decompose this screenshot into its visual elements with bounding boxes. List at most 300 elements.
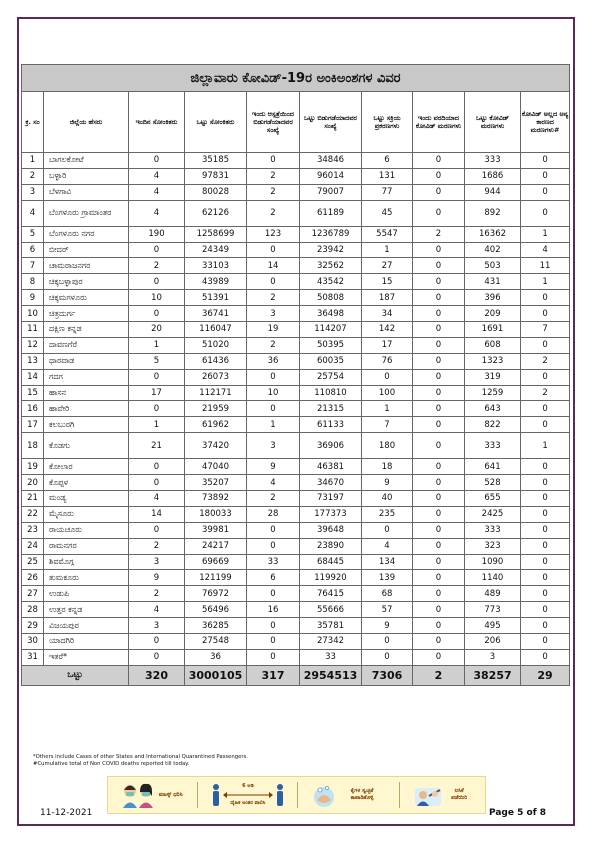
total-cases: 35185	[185, 153, 247, 169]
table-row	[22, 602, 570, 618]
total-deaths: 333	[465, 153, 521, 169]
mask-segment	[121, 782, 184, 808]
today-deaths: 0	[413, 491, 465, 507]
today-discharged: 14	[247, 258, 300, 274]
today-deaths: 0	[413, 554, 465, 570]
district-name: ಚಿಕ್ಕಮಗಳೂರು	[44, 290, 129, 306]
header-total-discharged: ಒಟ್ಟು ಬಿಡುಗಡೆಯಾದವರ ಸಂಖ್ಯೆ	[300, 92, 362, 153]
total-deaths: 1323	[465, 353, 521, 369]
table-row	[22, 385, 570, 401]
today-deaths: 0	[413, 168, 465, 184]
district-name: ಚಾಮರಾಜನಗರ	[44, 258, 129, 274]
row-serial: 10	[22, 306, 44, 322]
today-cases: 21	[129, 433, 185, 459]
active-cases: 235	[362, 506, 413, 522]
district-name: ಕೊಪ್ಪಳ	[44, 475, 129, 491]
district-name: ರಾಮನಗರ	[44, 538, 129, 554]
non-covid-deaths: 0	[521, 602, 570, 618]
total-deaths: 333	[465, 522, 521, 538]
total-cases: 61962	[185, 417, 247, 433]
district-name: ದಕ್ಷಿಣ ಕನ್ನಡ	[44, 322, 129, 338]
active-cases: 134	[362, 554, 413, 570]
today-discharged: 2	[247, 184, 300, 200]
today-discharged: 6	[247, 570, 300, 586]
total-deaths: 641	[465, 459, 521, 475]
row-serial: 25	[22, 554, 44, 570]
total-discharged: 23942	[300, 242, 362, 258]
district-name: ಬೆಂಗಳೂರು ಗ್ರಾಮಾಂತರ	[44, 200, 129, 226]
today-discharged: 0	[247, 401, 300, 417]
table-row	[22, 475, 570, 491]
today-deaths: 0	[413, 274, 465, 290]
non-covid-deaths: 0	[521, 417, 570, 433]
arrow-icon	[223, 792, 273, 798]
today-discharged: 9	[247, 459, 300, 475]
district-name: ಉತ್ತರ ಕನ್ನಡ	[44, 602, 129, 618]
active-cases: 0	[362, 522, 413, 538]
table-row	[22, 586, 570, 602]
total-discharged: 36498	[300, 306, 362, 322]
today-cases: 0	[129, 306, 185, 322]
row-serial: 24	[22, 538, 44, 554]
active-cases: 5547	[362, 226, 413, 242]
district-name: ತುಮಕೂರು	[44, 570, 129, 586]
non-covid-deaths: 1	[521, 433, 570, 459]
total-discharged: 73197	[300, 491, 362, 507]
non-covid-deaths: 1	[521, 274, 570, 290]
district-covid-table	[21, 64, 570, 686]
total-deaths: 2425	[465, 506, 521, 522]
table-row	[22, 168, 570, 184]
non-covid-deaths: 11	[521, 258, 570, 274]
table-row	[22, 554, 570, 570]
total-deaths: 396	[465, 290, 521, 306]
total-cases: 35207	[185, 475, 247, 491]
active-cases: 76	[362, 353, 413, 369]
district-name: ಮಂಡ್ಯ	[44, 491, 129, 507]
district-name: ಕಲಬುರಗಿ	[44, 417, 129, 433]
total-deaths: 489	[465, 586, 521, 602]
today-cases: 0	[129, 369, 185, 385]
today-discharged: 2	[247, 337, 300, 353]
active-cases: 77	[362, 184, 413, 200]
district-name: ವಿಜಯಪುರ	[44, 618, 129, 634]
district-name: ಚಿತ್ರದುರ್ಗ	[44, 306, 129, 322]
row-serial: 30	[22, 634, 44, 650]
total-discharged: 25754	[300, 369, 362, 385]
table-row	[22, 258, 570, 274]
table-body	[22, 153, 570, 666]
today-discharged: 0	[247, 538, 300, 554]
total-cases: 3000105	[185, 665, 247, 685]
row-serial: 6	[22, 242, 44, 258]
table-row	[22, 618, 570, 634]
table-row	[22, 417, 570, 433]
total-deaths: 333	[465, 433, 521, 459]
non-covid-deaths: 0	[521, 618, 570, 634]
row-serial: 31	[22, 649, 44, 665]
totals-label: ಒಟ್ಟು	[22, 665, 129, 685]
active-cases: 57	[362, 602, 413, 618]
today-deaths: 0	[413, 322, 465, 338]
row-serial: 8	[22, 274, 44, 290]
total-deaths: 323	[465, 538, 521, 554]
today-discharged: 4	[247, 475, 300, 491]
today-deaths: 0	[413, 385, 465, 401]
today-discharged: 0	[247, 369, 300, 385]
active-cases: 100	[362, 385, 413, 401]
row-serial: 18	[22, 433, 44, 459]
non-covid-deaths: 0	[521, 306, 570, 322]
page-current: 5	[517, 808, 524, 818]
person-icon	[276, 784, 284, 806]
active-cases: 9	[362, 618, 413, 634]
row-serial: 5	[22, 226, 44, 242]
non-covid-deaths: 0	[521, 200, 570, 226]
today-discharged: 16	[247, 602, 300, 618]
active-cases: 40	[362, 491, 413, 507]
today-discharged: 0	[247, 586, 300, 602]
non-covid-deaths: 0	[521, 506, 570, 522]
active-cases: 187	[362, 290, 413, 306]
non-covid-deaths: 7	[521, 322, 570, 338]
today-deaths: 0	[413, 258, 465, 274]
total-cases: 116047	[185, 322, 247, 338]
active-cases: 0	[362, 369, 413, 385]
today-discharged: 0	[247, 242, 300, 258]
row-serial: 29	[22, 618, 44, 634]
table-row	[22, 538, 570, 554]
total-cases: 97831	[185, 168, 247, 184]
header-total-deaths: ಒಟ್ಟು ಕೋವಿಡ್ ಮರಣಗಳು	[465, 92, 521, 153]
total-discharged: 35781	[300, 618, 362, 634]
active-cases: 34	[362, 306, 413, 322]
today-deaths: 0	[413, 649, 465, 665]
today-cases: 5	[129, 353, 185, 369]
today-cases: 20	[129, 322, 185, 338]
district-name: ರಾಯಚೂರು	[44, 522, 129, 538]
total-deaths: 1090	[465, 554, 521, 570]
table-row	[22, 369, 570, 385]
table-row	[22, 522, 570, 538]
district-table-container	[21, 64, 569, 686]
table-row	[22, 322, 570, 338]
active-cases: 6	[362, 153, 413, 169]
active-cases: 4	[362, 538, 413, 554]
total-deaths: 209	[465, 306, 521, 322]
total-cases: 62126	[185, 200, 247, 226]
total-discharged: 34670	[300, 475, 362, 491]
today-cases: 2	[129, 586, 185, 602]
non-covid-deaths: 0	[521, 337, 570, 353]
today-discharged: 2	[247, 290, 300, 306]
row-serial: 2	[22, 168, 44, 184]
table-row	[22, 401, 570, 417]
today-discharged: 33	[247, 554, 300, 570]
today-cases: 0	[129, 274, 185, 290]
today-deaths: 0	[413, 586, 465, 602]
total-cases: 180033	[185, 506, 247, 522]
total-deaths: 16362	[465, 226, 521, 242]
today-deaths: 0	[413, 459, 465, 475]
total-cases: 51391	[185, 290, 247, 306]
total-cases: 112171	[185, 385, 247, 401]
table-row	[22, 433, 570, 459]
district-name: ಧಾರವಾಡ	[44, 353, 129, 369]
table-row	[22, 274, 570, 290]
total-discharged: 114207	[300, 322, 362, 338]
district-name: ಉಡುಪಿ	[44, 586, 129, 602]
page-total: 8	[539, 808, 547, 818]
today-discharged: 2	[247, 168, 300, 184]
non-covid-deaths: 0	[521, 459, 570, 475]
active-cases: 0	[362, 634, 413, 650]
total-deaths: 773	[465, 602, 521, 618]
non-covid-deaths: 0	[521, 491, 570, 507]
total-cases: 36741	[185, 306, 247, 322]
active-cases: 142	[362, 322, 413, 338]
total-discharged: 177373	[300, 506, 362, 522]
total-deaths: 944	[465, 184, 521, 200]
banner-divider	[197, 782, 198, 808]
today-deaths: 0	[413, 290, 465, 306]
total-discharged: 32562	[300, 258, 362, 274]
total-cases: 24349	[185, 242, 247, 258]
page-number	[489, 808, 546, 818]
total-discharged: 1236789	[300, 226, 362, 242]
header-row	[22, 92, 570, 153]
total-cases: 26073	[185, 369, 247, 385]
non-covid-deaths: 0	[521, 369, 570, 385]
non-covid-deaths: 0	[521, 586, 570, 602]
total-cases: 39981	[185, 522, 247, 538]
banner-divider	[297, 782, 298, 808]
non-covid-deaths: 0	[521, 649, 570, 665]
today-cases: 2	[129, 258, 185, 274]
total-discharged: 96014	[300, 168, 362, 184]
row-serial: 4	[22, 200, 44, 226]
active-cases: 15	[362, 274, 413, 290]
today-cases: 4	[129, 491, 185, 507]
table-row	[22, 634, 570, 650]
active-cases: 68	[362, 586, 413, 602]
row-serial: 19	[22, 459, 44, 475]
total-discharged: 21315	[300, 401, 362, 417]
today-cases: 0	[129, 634, 185, 650]
today-deaths: 0	[413, 506, 465, 522]
header-today-deaths: ಇಂದು ವರದಿಯಾದ ಕೋವಿಡ್ ಮರಣಗಳು	[413, 92, 465, 153]
total-discharged: 27342	[300, 634, 362, 650]
non-covid-deaths: 4	[521, 242, 570, 258]
total-discharged: 79007	[300, 184, 362, 200]
total-cases: 24217	[185, 538, 247, 554]
total-deaths: 1259	[465, 385, 521, 401]
table-row	[22, 306, 570, 322]
today-deaths: 0	[413, 570, 465, 586]
today-discharged: 19	[247, 322, 300, 338]
total-discharged: 61189	[300, 200, 362, 226]
table-row	[22, 200, 570, 226]
today-discharged: 3	[247, 433, 300, 459]
today-cases: 14	[129, 506, 185, 522]
table-row	[22, 337, 570, 353]
total-discharged: 55666	[300, 602, 362, 618]
today-discharged: 3	[247, 306, 300, 322]
handwash-icon	[312, 782, 336, 808]
row-serial: 26	[22, 570, 44, 586]
today-deaths: 0	[413, 538, 465, 554]
non-covid-deaths: 0	[521, 554, 570, 570]
non-covid-deaths: 0	[521, 522, 570, 538]
table-row	[22, 153, 570, 169]
total-discharged: 39648	[300, 522, 362, 538]
district-name: ಹಾವೇರಿ	[44, 401, 129, 417]
today-deaths: 2	[413, 226, 465, 242]
header-today-cases: ಇಂದಿನ ಸೋಂಕಿತರು	[129, 92, 185, 153]
total-deaths: 528	[465, 475, 521, 491]
table-row	[22, 226, 570, 242]
active-cases: 17	[362, 337, 413, 353]
handwash-label: ಕೈಗಳ ಸ್ವಚ್ಛತೆ ಕಾಪಾಡಿಕೊಳ್ಳಿ	[350, 788, 374, 801]
today-discharged: 2	[247, 200, 300, 226]
table-row	[22, 649, 570, 665]
district-name: ಮೈಸೂರು	[44, 506, 129, 522]
today-deaths: 0	[413, 353, 465, 369]
district-name: ಬೆಂಗಳೂರು ನಗರ	[44, 226, 129, 242]
today-discharged: 10	[247, 385, 300, 401]
today-discharged: 0	[247, 153, 300, 169]
row-serial: 17	[22, 417, 44, 433]
row-serial: 21	[22, 491, 44, 507]
handwash-segment	[312, 782, 385, 808]
footnotes	[33, 754, 248, 769]
today-discharged: 0	[247, 522, 300, 538]
mask-label: ಮಾಸ್ಕ್ ಧರಿಸಿ	[158, 791, 183, 798]
total-discharged: 68445	[300, 554, 362, 570]
today-cases: 3	[129, 554, 185, 570]
distance-block	[223, 783, 273, 807]
total-cases: 33103	[185, 258, 247, 274]
total-today-deaths: 2	[413, 665, 465, 685]
row-serial: 3	[22, 184, 44, 200]
district-name: ಗದಗ	[44, 369, 129, 385]
total-cases: 80028	[185, 184, 247, 200]
total-cases: 73892	[185, 491, 247, 507]
non-covid-deaths: 0	[521, 538, 570, 554]
today-cases: 3	[129, 618, 185, 634]
total-discharged: 61133	[300, 417, 362, 433]
today-cases: 4	[129, 168, 185, 184]
total-cases: 76972	[185, 586, 247, 602]
vaccine-segment	[413, 782, 472, 808]
total-discharged: 46381	[300, 459, 362, 475]
distance-label: ದೈಹಿಕ ಅಂತರ ಪಾಲಿಸಿ	[230, 800, 266, 806]
total-discharged: 60035	[300, 353, 362, 369]
today-cases: 2	[129, 538, 185, 554]
today-discharged: 28	[247, 506, 300, 522]
today-cases: 0	[129, 649, 185, 665]
total-today-discharged: 317	[247, 665, 300, 685]
district-name: ಬೆಳಗಾವಿ	[44, 184, 129, 200]
table-row	[22, 242, 570, 258]
active-cases: 131	[362, 168, 413, 184]
total-cases: 51020	[185, 337, 247, 353]
total-discharged: 50395	[300, 337, 362, 353]
report-date: 11-12-2021	[40, 808, 93, 818]
today-discharged: 0	[247, 634, 300, 650]
page-of: of	[526, 808, 537, 818]
district-name: ಶಿವಮೊಗ್ಗ	[44, 554, 129, 570]
today-cases: 0	[129, 401, 185, 417]
today-deaths: 0	[413, 306, 465, 322]
district-name: ಬೀದರ್	[44, 242, 129, 258]
total-discharged: 43542	[300, 274, 362, 290]
non-covid-deaths: 0	[521, 290, 570, 306]
today-cases: 0	[129, 522, 185, 538]
total-cases: 1258699	[185, 226, 247, 242]
row-serial: 28	[22, 602, 44, 618]
total-deaths: 1140	[465, 570, 521, 586]
total-deaths: 402	[465, 242, 521, 258]
total-cases: 21959	[185, 401, 247, 417]
header-serial: ಕ್ರ. ಸಂ	[22, 92, 44, 153]
total-deaths: 892	[465, 200, 521, 226]
header-active-cases: ಒಟ್ಟು ಸಕ್ರಿಯ ಪ್ರಕರಣಗಳು	[362, 92, 413, 153]
today-cases: 9	[129, 570, 185, 586]
district-name: ಯಾದಗಿರಿ	[44, 634, 129, 650]
non-covid-deaths: 0	[521, 634, 570, 650]
total-cases: 47040	[185, 459, 247, 475]
today-deaths: 0	[413, 200, 465, 226]
district-name: ಬಾಗಲಕೋಟೆ	[44, 153, 129, 169]
row-serial: 11	[22, 322, 44, 338]
total-deaths: 608	[465, 337, 521, 353]
row-serial: 16	[22, 401, 44, 417]
today-cases: 4	[129, 200, 185, 226]
active-cases: 7	[362, 417, 413, 433]
total-deaths: 643	[465, 401, 521, 417]
row-serial: 7	[22, 258, 44, 274]
total-cases: 61436	[185, 353, 247, 369]
non-covid-deaths: 0	[521, 475, 570, 491]
table-row	[22, 290, 570, 306]
header-today-discharged: ಇಂದು ಆಸ್ಪತ್ರೆಯಿಂದ ಬಿಡುಗಡೆಯಾದವರ ಸಂಖ್ಯೆ	[247, 92, 300, 153]
district-name: ಇತರೆ*	[44, 649, 129, 665]
total-deaths: 822	[465, 417, 521, 433]
total-discharged: 33	[300, 649, 362, 665]
non-covid-deaths: 0	[521, 168, 570, 184]
total-discharged: 119920	[300, 570, 362, 586]
total-deaths: 206	[465, 634, 521, 650]
total-deaths: 1691	[465, 322, 521, 338]
totals-row	[22, 665, 570, 685]
today-deaths: 0	[413, 522, 465, 538]
table-row	[22, 184, 570, 200]
today-cases: 1	[129, 417, 185, 433]
person-icon	[212, 784, 220, 806]
today-cases: 4	[129, 602, 185, 618]
total-cases: 56496	[185, 602, 247, 618]
total-deaths: 1686	[465, 168, 521, 184]
table-row	[22, 570, 570, 586]
today-cases: 10	[129, 290, 185, 306]
vaccine-icon	[413, 782, 443, 808]
header-district: ಜಿಲ್ಲೆಯ ಹೆಸರು	[44, 92, 129, 153]
header-total-cases: ಒಟ್ಟು ಸೋಂಕಿತರು	[185, 92, 247, 153]
active-cases: 139	[362, 570, 413, 586]
total-deaths: 38257	[465, 665, 521, 685]
vaccine-label: ಲಸಿಕೆ ಪಡೆಯಿರಿ	[451, 788, 468, 801]
